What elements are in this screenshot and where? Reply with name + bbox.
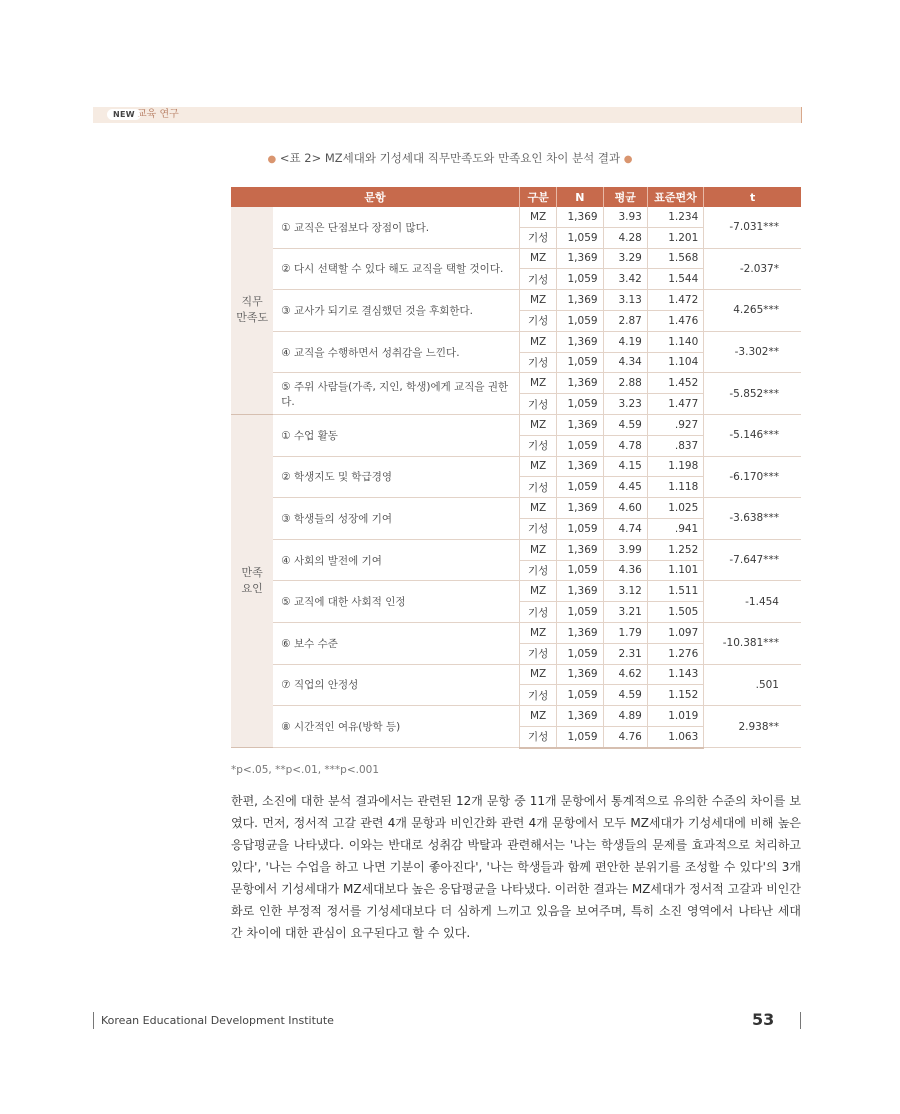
- mean-cell: 4.60: [603, 498, 647, 519]
- n-cell: 1,369: [557, 373, 603, 394]
- significance-note: *p<.05, **p<.01, ***p<.001: [231, 764, 380, 776]
- t-value-cell: -3.638***: [704, 498, 801, 540]
- n-cell: 1,369: [557, 248, 603, 269]
- mean-cell: 3.42: [603, 269, 647, 290]
- results-table: [231, 187, 801, 749]
- bullet-dot-icon: ●: [267, 154, 277, 165]
- item-label: ⑥ 보수 수준: [273, 622, 519, 664]
- mean-cell: 2.87: [603, 310, 647, 331]
- sd-cell: 1.476: [647, 310, 703, 331]
- page-number: 53: [752, 1010, 775, 1029]
- col-header-n: N: [557, 187, 603, 207]
- n-cell: 1,369: [557, 664, 603, 685]
- table-caption-text: <표 2> MZ세대와 기성세대 직무만족도와 만족요인 차이 분석 결과: [279, 151, 621, 165]
- item-label: ③ 교사가 되기로 결심했던 것을 후회한다.: [273, 290, 519, 332]
- table-row: [231, 539, 801, 560]
- n-cell: 1,369: [557, 331, 603, 352]
- sd-cell: .927: [647, 414, 703, 435]
- item-label: ⑧ 시간적인 여유(방학 등): [273, 706, 519, 748]
- sd-cell: 1.118: [647, 477, 703, 498]
- generation-cell: 기성: [520, 643, 557, 664]
- mean-cell: 4.59: [603, 685, 647, 706]
- table-row: [231, 207, 801, 227]
- n-cell: 1,369: [557, 414, 603, 435]
- n-cell: 1,059: [557, 227, 603, 248]
- generation-cell: MZ: [520, 664, 557, 685]
- footer-publisher: Korean Educational Development Institute: [101, 1014, 334, 1027]
- n-cell: 1,369: [557, 456, 603, 477]
- n-cell: 1,059: [557, 685, 603, 706]
- mean-cell: 4.34: [603, 352, 647, 373]
- t-value-cell: -7.647***: [704, 539, 801, 581]
- item-label: ⑤ 주위 사람들(가족, 지인, 학생)에게 교직을 권한다.: [273, 373, 519, 415]
- table-row: [231, 622, 801, 643]
- item-label: ④ 교직을 수행하면서 성취감을 느낀다.: [273, 331, 519, 373]
- n-cell: 1,059: [557, 269, 603, 290]
- table-row: [231, 706, 801, 727]
- n-cell: 1,059: [557, 560, 603, 581]
- generation-cell: MZ: [520, 581, 557, 602]
- item-label: ⑤ 교직에 대한 사회적 인정: [273, 581, 519, 623]
- generation-cell: 기성: [520, 310, 557, 331]
- t-value-cell: -3.302**: [704, 331, 801, 373]
- n-cell: 1,369: [557, 207, 603, 227]
- generation-cell: 기성: [520, 602, 557, 623]
- sd-cell: 1.505: [647, 602, 703, 623]
- body-paragraph: 한편, 소진에 대한 분석 결과에서는 관련된 12개 문항 중 11개 문항에서 통계적으로 유의한 수준의 차이를 보였다. 먼저, 정서적 고갈 관련 4개 문항과 비인간화 관련 4개 문항에서 모두 MZ세대가 기성세대에 비해 높은 응답평균을 나타냈다. 이와는 반대로 성취감 박탈과 관련해서는 '나는 학생들의 문제를 효과적으로 처리하고 있다', '나는 수업을 하고 나면 기분이 좋아진다', '나는 학생들과 함께 편안한 분위기를 조성할 수 있다'의 3개 문항에서 기성세대가 MZ세대보다 높은 응답평균을 나타냈다. 이러한 결과는 MZ세대가 정서적 고갈과 비인간화로 인한 부정적 정서를 기성세대보다 더 심하게 느끼고 있음을 보여주며, 특히 소진 영역에서 나타난 세대 간 차이에 대한 관심이 요구된다고 할 수 있다.: [231, 794, 801, 940]
- item-label: ① 교직은 단점보다 장점이 많다.: [273, 207, 519, 248]
- generation-cell: 기성: [520, 477, 557, 498]
- generation-cell: 기성: [520, 685, 557, 706]
- mean-cell: 2.88: [603, 373, 647, 394]
- sd-cell: 1.252: [647, 539, 703, 560]
- sd-cell: 1.104: [647, 352, 703, 373]
- table-row: [231, 498, 801, 519]
- item-label: ② 다시 선택할 수 있다 해도 교직을 택할 것이다.: [273, 248, 519, 290]
- generation-cell: MZ: [520, 290, 557, 311]
- mean-cell: 3.23: [603, 394, 647, 415]
- n-cell: 1,059: [557, 310, 603, 331]
- n-cell: 1,059: [557, 435, 603, 456]
- mean-cell: 3.99: [603, 539, 647, 560]
- new-badge: NEW: [107, 109, 141, 120]
- sd-cell: 1.511: [647, 581, 703, 602]
- sd-cell: .837: [647, 435, 703, 456]
- generation-cell: 기성: [520, 435, 557, 456]
- generation-cell: MZ: [520, 706, 557, 727]
- col-header-item: 문항: [231, 187, 520, 207]
- mean-cell: 3.29: [603, 248, 647, 269]
- n-cell: 1,059: [557, 726, 603, 747]
- generation-cell: 기성: [520, 518, 557, 539]
- sd-cell: 1.201: [647, 227, 703, 248]
- t-value-cell: -7.031***: [704, 207, 801, 248]
- sd-cell: 1.477: [647, 394, 703, 415]
- generation-cell: 기성: [520, 394, 557, 415]
- mean-cell: 1.79: [603, 622, 647, 643]
- item-label: ① 수업 활동: [273, 414, 519, 456]
- col-header-sd: 표준편차: [647, 187, 703, 207]
- generation-cell: 기성: [520, 352, 557, 373]
- col-header-group: 구분: [520, 187, 557, 207]
- sd-cell: 1.276: [647, 643, 703, 664]
- item-label: ③ 학생들의 성장에 기여: [273, 498, 519, 540]
- n-cell: 1,059: [557, 394, 603, 415]
- n-cell: 1,059: [557, 643, 603, 664]
- n-cell: 1,059: [557, 518, 603, 539]
- table-row: [231, 456, 801, 477]
- sd-cell: 1.143: [647, 664, 703, 685]
- section-category: 교육 연구: [137, 109, 179, 120]
- generation-cell: MZ: [520, 373, 557, 394]
- mean-cell: 3.93: [603, 207, 647, 227]
- n-cell: 1,369: [557, 498, 603, 519]
- t-value-cell: -6.170***: [704, 456, 801, 498]
- col-header-mean: 평균: [603, 187, 647, 207]
- t-value-cell: -2.037*: [704, 248, 801, 290]
- table-body: [231, 207, 801, 748]
- sd-cell: 1.025: [647, 498, 703, 519]
- generation-cell: 기성: [520, 269, 557, 290]
- sd-cell: 1.101: [647, 560, 703, 581]
- table-row: [231, 331, 801, 352]
- item-label: ④ 사회의 발전에 기여: [273, 539, 519, 581]
- n-cell: 1,369: [557, 539, 603, 560]
- t-value-cell: -1.454: [704, 581, 801, 623]
- generation-cell: 기성: [520, 227, 557, 248]
- n-cell: 1,369: [557, 581, 603, 602]
- footer-divider: [800, 1012, 801, 1029]
- n-cell: 1,059: [557, 352, 603, 373]
- sd-cell: 1.452: [647, 373, 703, 394]
- footer-divider: [93, 1012, 94, 1029]
- t-value-cell: 2.938**: [704, 706, 801, 748]
- col-header-t: t: [704, 187, 801, 207]
- sd-cell: .941: [647, 518, 703, 539]
- n-cell: 1,059: [557, 602, 603, 623]
- sd-cell: 1.097: [647, 622, 703, 643]
- mean-cell: 4.59: [603, 414, 647, 435]
- generation-cell: MZ: [520, 622, 557, 643]
- group-label: 직무 만족도: [231, 207, 273, 414]
- sd-cell: 1.234: [647, 207, 703, 227]
- sd-cell: 1.472: [647, 290, 703, 311]
- mean-cell: 3.13: [603, 290, 647, 311]
- generation-cell: MZ: [520, 207, 557, 227]
- table-row: [231, 373, 801, 394]
- table-row: [231, 664, 801, 685]
- mean-cell: 4.89: [603, 706, 647, 727]
- sd-cell: 1.198: [647, 456, 703, 477]
- sd-cell: 1.544: [647, 269, 703, 290]
- mean-cell: 4.15: [603, 456, 647, 477]
- bullet-dot-icon: ●: [623, 154, 633, 165]
- mean-cell: 4.19: [603, 331, 647, 352]
- generation-cell: MZ: [520, 414, 557, 435]
- t-value-cell: -10.381***: [704, 622, 801, 664]
- group-label: 만족 요인: [231, 414, 273, 747]
- table-caption: [0, 150, 900, 166]
- mean-cell: 4.76: [603, 726, 647, 747]
- generation-cell: 기성: [520, 560, 557, 581]
- generation-cell: MZ: [520, 539, 557, 560]
- t-value-cell: 4.265***: [704, 290, 801, 332]
- generation-cell: 기성: [520, 726, 557, 747]
- generation-cell: MZ: [520, 248, 557, 269]
- mean-cell: 4.74: [603, 518, 647, 539]
- generation-cell: MZ: [520, 498, 557, 519]
- mean-cell: 2.31: [603, 643, 647, 664]
- generation-cell: MZ: [520, 331, 557, 352]
- mean-cell: 4.62: [603, 664, 647, 685]
- t-value-cell: .501: [704, 664, 801, 706]
- n-cell: 1,059: [557, 477, 603, 498]
- table-row: [231, 581, 801, 602]
- mean-cell: 4.36: [603, 560, 647, 581]
- item-label: ⑦ 직업의 안정성: [273, 664, 519, 706]
- mean-cell: 4.78: [603, 435, 647, 456]
- mean-cell: 4.45: [603, 477, 647, 498]
- table-header-row: [231, 187, 801, 207]
- item-label: ② 학생지도 및 학급경영: [273, 456, 519, 498]
- mean-cell: 3.21: [603, 602, 647, 623]
- t-value-cell: -5.852***: [704, 373, 801, 415]
- sd-cell: 1.019: [647, 706, 703, 727]
- table-row: [231, 414, 801, 435]
- sd-cell: 1.140: [647, 331, 703, 352]
- table-row: [231, 290, 801, 311]
- table-row: [231, 248, 801, 269]
- n-cell: 1,369: [557, 290, 603, 311]
- generation-cell: MZ: [520, 456, 557, 477]
- n-cell: 1,369: [557, 622, 603, 643]
- mean-cell: 3.12: [603, 581, 647, 602]
- t-value-cell: -5.146***: [704, 414, 801, 456]
- sd-cell: 1.063: [647, 726, 703, 747]
- sd-cell: 1.152: [647, 685, 703, 706]
- sd-cell: 1.568: [647, 248, 703, 269]
- mean-cell: 4.28: [603, 227, 647, 248]
- n-cell: 1,369: [557, 706, 603, 727]
- header-bar: [93, 107, 802, 123]
